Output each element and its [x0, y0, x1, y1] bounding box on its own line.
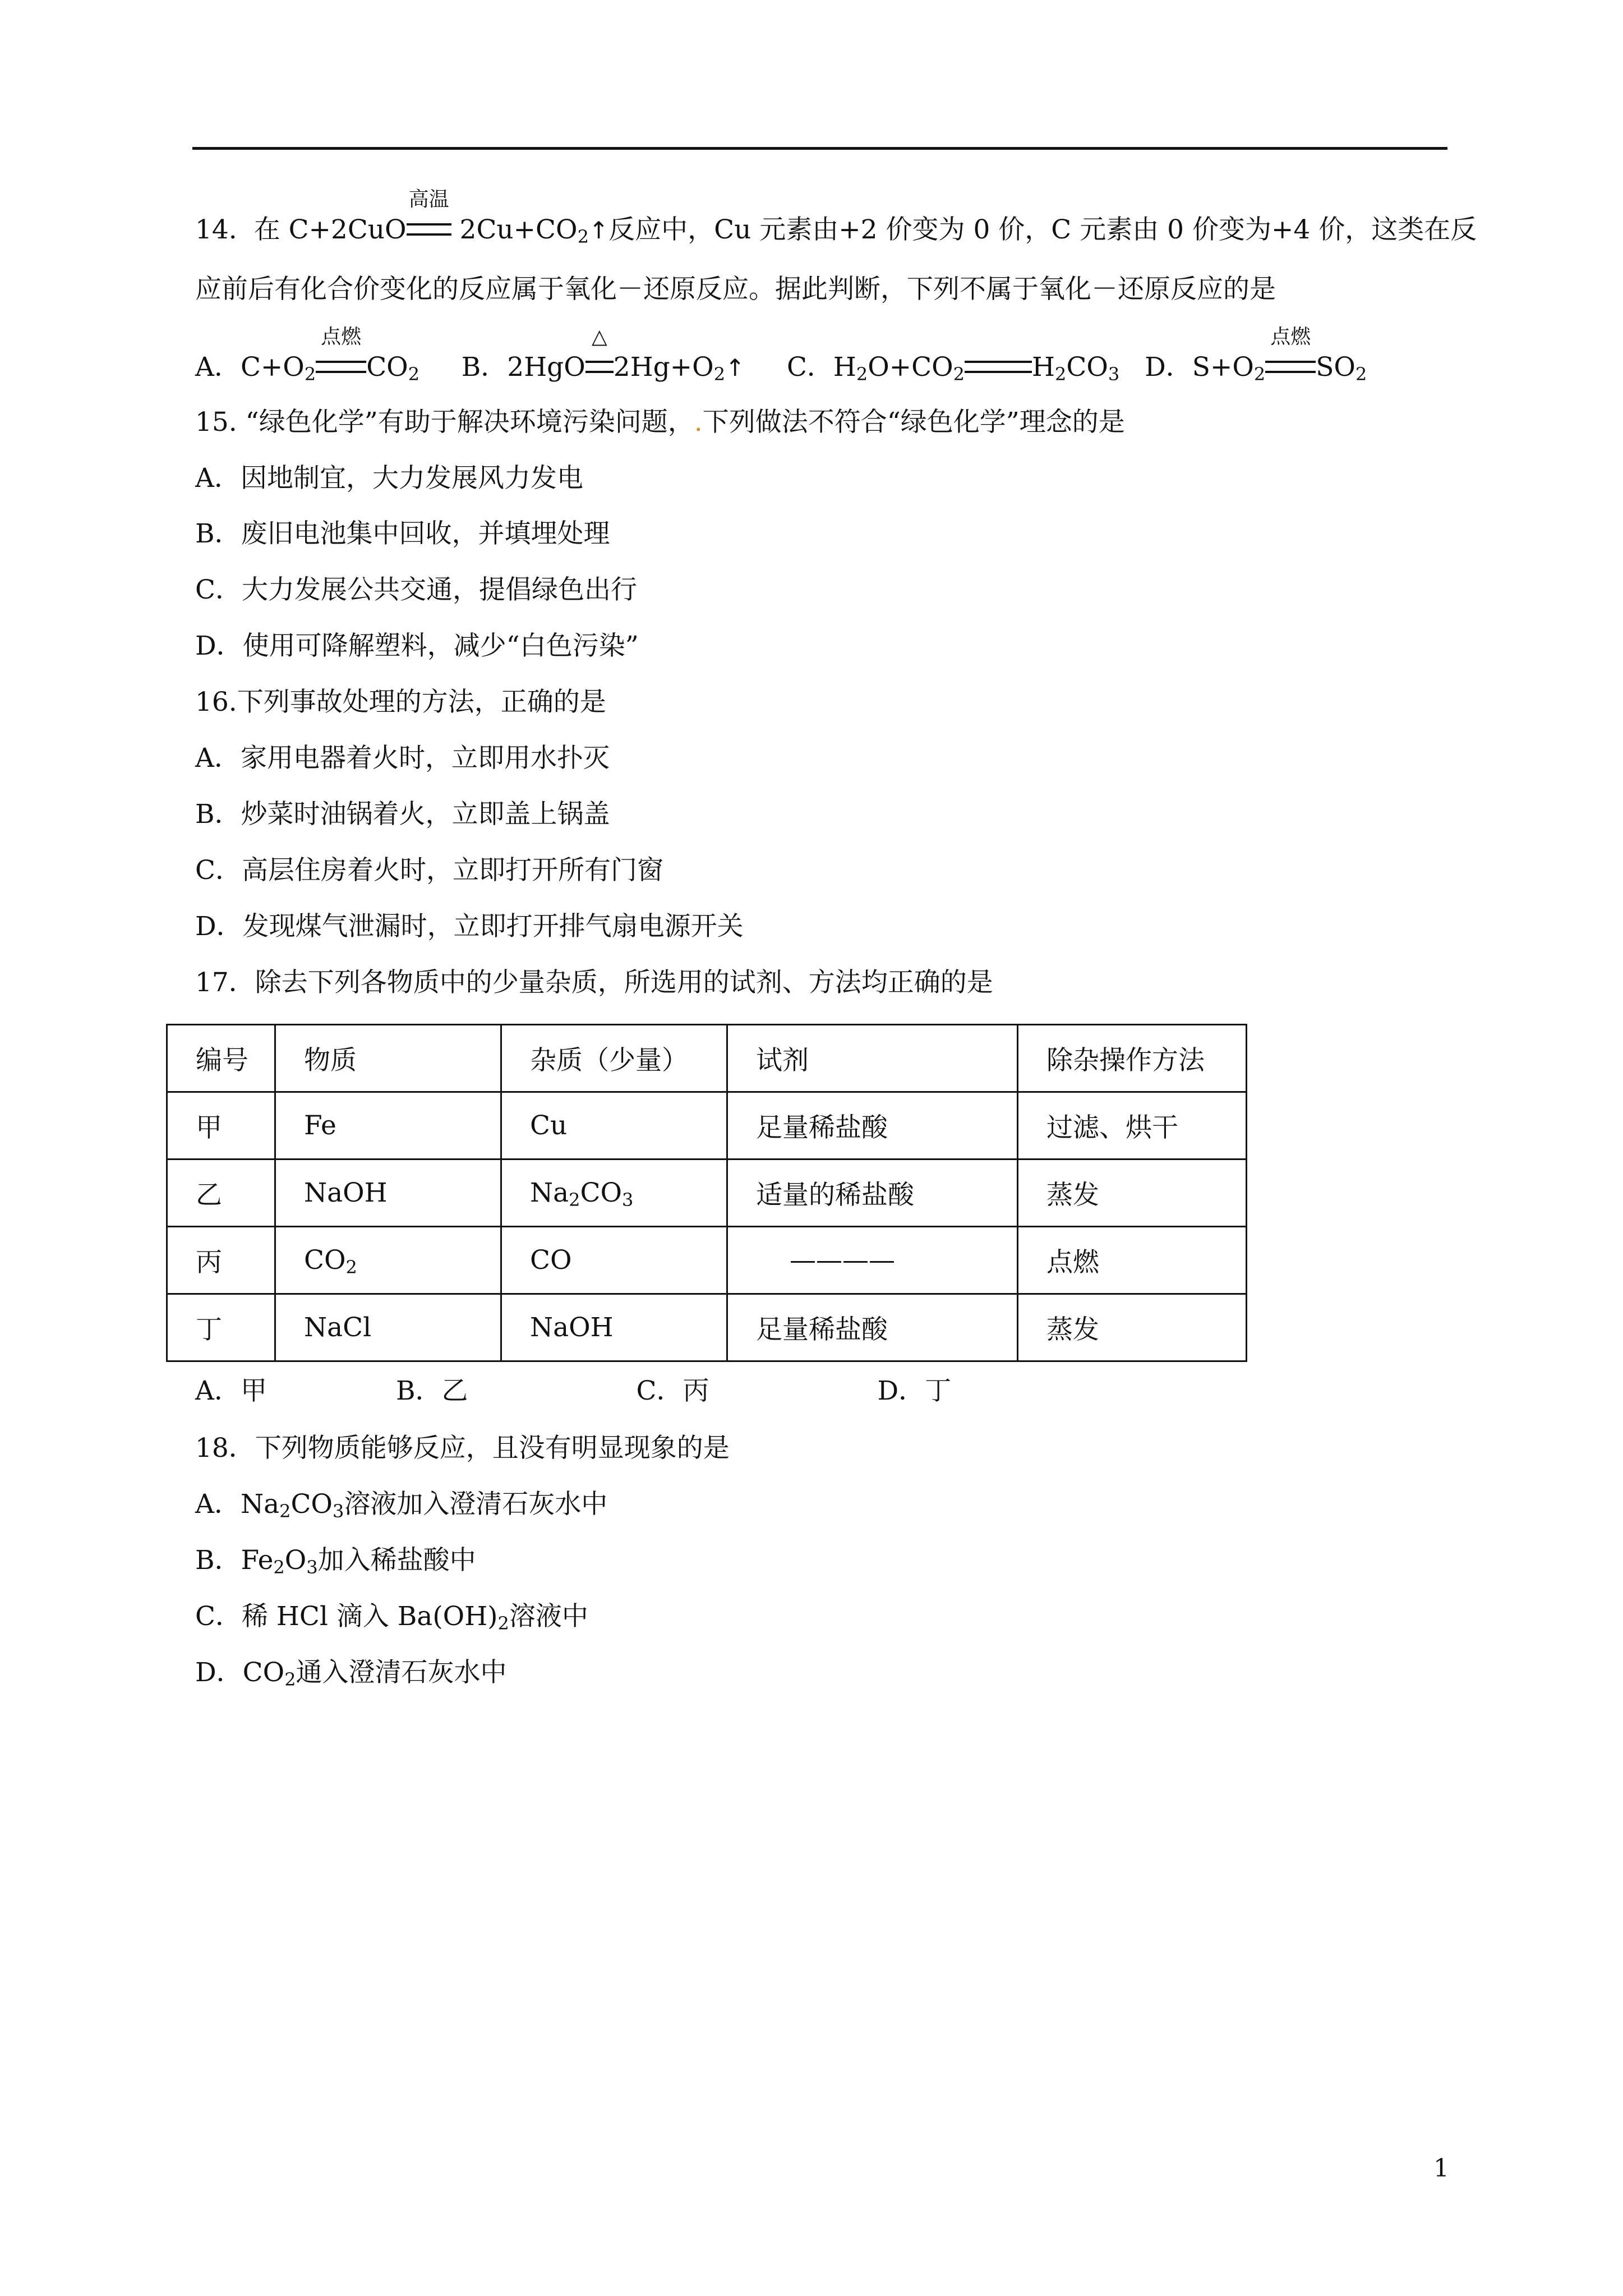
q18-option-a: A．$Na_2CO_3$溶液加入澄清石灰水中 — [195, 1489, 608, 1522]
table-header-cell: 杂质（少量） — [501, 1025, 727, 1092]
gas-up-arrow-icon: ↑ — [588, 217, 609, 244]
q17-option-c: C．丙 — [636, 1375, 709, 1406]
table-cell: 蒸发 — [1018, 1159, 1247, 1227]
table-cell: NaOH — [501, 1294, 727, 1361]
q18-stem: 18．下列物质能够反应，且没有明显现象的是 — [195, 1433, 730, 1464]
q15-option-a: A．因地制宜，大力发展风力发电 — [195, 463, 583, 494]
table-header-cell: 试剂 — [727, 1025, 1018, 1092]
q15-option-c: C．大力发展公共交通，提倡绿色出行 — [195, 574, 637, 605]
table-cell: 过滤、烘干 — [1018, 1092, 1247, 1159]
q16-option-b: B．炒菜时油锅着火，立即盖上锅盖 — [195, 799, 610, 830]
q17-options — [195, 1374, 951, 1408]
reaction-arrow: 高温 — [407, 213, 451, 247]
table-header-cell: 编号 — [167, 1025, 275, 1092]
table-cell: 蒸发 — [1018, 1294, 1247, 1361]
q17-option-d: D．丁 — [877, 1375, 952, 1406]
table-header-row — [167, 1025, 1247, 1092]
table-cell — [501, 1159, 727, 1227]
table-row — [167, 1294, 1247, 1361]
q18-option-d: D．$CO_2$通入澄清石灰水中 — [195, 1657, 507, 1690]
q15-stem: 15. “绿色化学”有助于解决环境污染问题，.下列做法不符合“绿色化学”理念的是 — [195, 407, 1125, 438]
q17-table — [166, 1024, 1247, 1362]
table-cell — [275, 1227, 501, 1294]
q14-number: 14. — [195, 214, 237, 245]
table-cell: NaCl — [275, 1294, 501, 1361]
q18-option-c: C．稀 HCl 滴入 $Ba(OH)_2$溶液中 — [195, 1601, 588, 1634]
formula-na2co3: $Na_2CO_3$ — [530, 1177, 634, 1211]
table-row — [167, 1159, 1247, 1227]
q15-option-d: D．使用可降解塑料，减少“白色污染” — [195, 631, 639, 661]
table-cell: 丁 — [167, 1294, 275, 1361]
q16-option-c: C．高层住房着火时，立即打开所有门窗 — [195, 855, 663, 886]
table-cell: 点燃 — [1018, 1227, 1247, 1294]
table-cell: CO — [501, 1227, 727, 1294]
q14-option-b: B．2HgO △ $2Hg+O_2↑$ — [461, 325, 745, 385]
q18-option-b: B．$Fe_2O_3$加入稀盐酸中 — [195, 1545, 476, 1578]
table-row — [167, 1092, 1247, 1159]
q16-stem: 16.下列事故处理的方法，正确的是 — [195, 687, 606, 717]
q17-stem: 17．除去下列各物质中的少量杂质，所选用的试剂、方法均正确的是 — [195, 967, 993, 998]
header-rule — [192, 147, 1447, 150]
table-row — [167, 1227, 1247, 1294]
q17-option-b: B．乙 — [395, 1375, 468, 1406]
table-cell: NaOH — [275, 1159, 501, 1227]
table-cell: 足量稀盐酸 — [727, 1294, 1018, 1361]
table-cell: 乙 — [167, 1159, 275, 1227]
q14-option-a: A．$C+O_2$ 点燃 $CO_2$ — [195, 325, 420, 385]
q14-line2: 应前后有化合价变化的反应属于氧化－还原反应。据此判断，下列不属于氧化－还原反应的是 — [195, 274, 1276, 305]
table-cell: Cu — [501, 1092, 727, 1159]
q16-option-d: D．发现煤气泄漏时，立即打开排气扇电源开关 — [195, 911, 744, 942]
q16-option-a: A．家用电器着火时，立即用水扑灭 — [195, 743, 610, 774]
table-header-cell: 除杂操作方法 — [1018, 1025, 1247, 1092]
page-number: 1 — [1433, 2154, 1449, 2183]
q14-option-c: C．$H_2O+CO_2$ $H_2CO_3$ — [786, 352, 1120, 385]
table-cell: 甲 — [167, 1092, 275, 1159]
q14-options — [195, 325, 1367, 385]
table-cell: 丙 — [167, 1227, 275, 1294]
table-header-cell: 物质 — [275, 1025, 501, 1092]
q17-option-a: A．甲 — [195, 1375, 267, 1406]
table-cell: 足量稀盐酸 — [727, 1092, 1018, 1159]
q14-option-d: D．$S+O_2$ 点燃 $SO_2$ — [1145, 325, 1367, 385]
table-cell: Fe — [275, 1092, 501, 1159]
formula-co2: $CO_2$ — [304, 1245, 357, 1278]
table-cell: ———— — [727, 1227, 1018, 1294]
q14-line1: 14. 在 C+2CuO 高温 $2Cu+CO_2↑$反应中，Cu 元素由+2 价变为 0 价，C 元素由 0 价变为+4 价，这类在反 — [195, 188, 1477, 247]
table-cell: 适量的稀盐酸 — [727, 1159, 1018, 1227]
q15-option-b: B．废旧电池集中回收，并填埋处理 — [195, 518, 610, 549]
